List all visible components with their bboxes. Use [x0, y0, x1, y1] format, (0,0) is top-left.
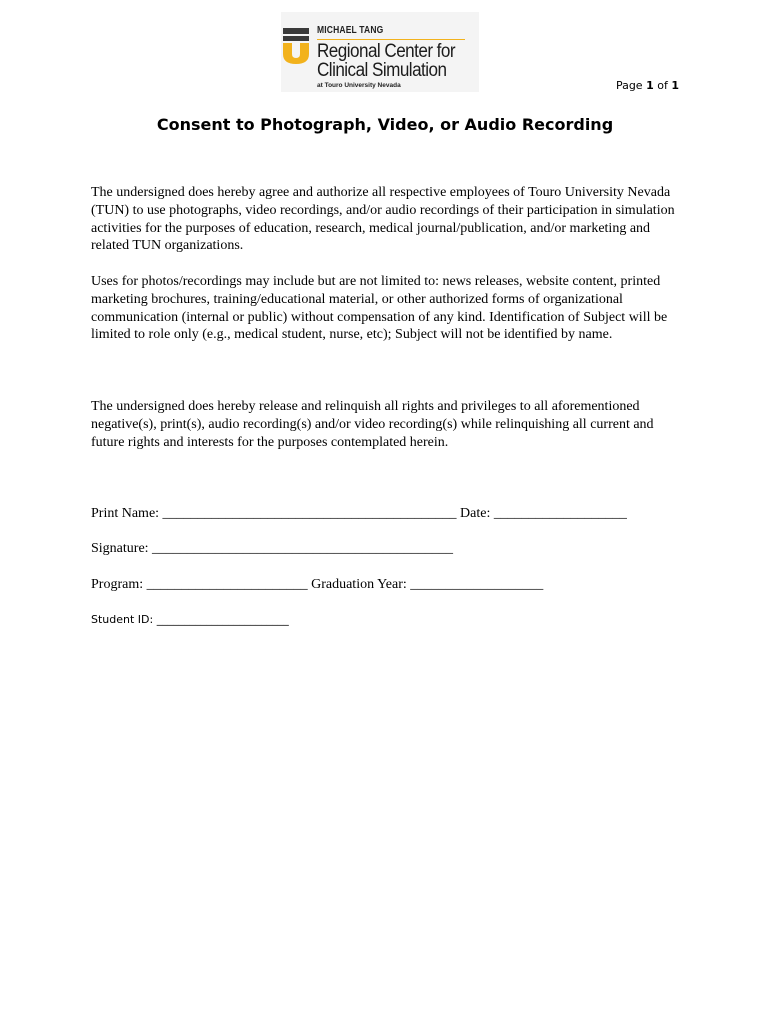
page-current: 1 [646, 79, 654, 92]
logo-top-text: MICHAEL TANG [317, 25, 384, 36]
student-id-label: Student ID: [91, 613, 154, 626]
program-row [91, 577, 543, 593]
graduation-year-label: Graduation Year: [311, 577, 407, 592]
page-label: Page [615, 79, 643, 92]
consent-paragraph-3: The undersigned does hereby release and relinquish all rights and privileges to all aforementioned negative(s), print(s), audio recording(s) and/or video recording(s) while relinquishing all current and future rights and interests for the purposes contemplated herein. [91, 399, 654, 450]
student-id-row [91, 613, 289, 626]
signature-field[interactable]: ___________________________________________ [152, 541, 454, 556]
logo-line-1: Regional Center for [317, 41, 456, 62]
graduation-year-field[interactable]: ___________________ [410, 577, 544, 592]
print-name-field[interactable]: __________________________________________ [162, 506, 457, 521]
logo-subtitle: at Touro University Nevada [317, 82, 401, 89]
date-label: Date: [460, 506, 491, 521]
consent-paragraph-2: Uses for photos/recordings may include but are not limited to: news releases, website content, printed marketing brochures, training/educational material, or other authorized forms of organizational communication (internal or public) without compensation of any kind. Identification of Subject will be limited to role only (e.g., medical student, nurse, etc); Subject will not be identified by name. [91, 274, 668, 343]
center-logo [281, 12, 479, 92]
tu-logo-mark-icon [283, 28, 309, 64]
document-title: Consent to Photograph, Video, or Audio Recording [156, 115, 614, 134]
page-number [616, 79, 679, 92]
program-label: Program: [91, 577, 144, 592]
print-name-row [91, 506, 627, 522]
consent-paragraph-1: The undersigned does hereby agree and authorize all respective employees of Touro University Nevada (TUN) to use photographs, video recordings, and/or audio recordings of their participation in simulation activities for the purposes of education, research, medical journal/publication, and/or marketing and related TUN organizations. [91, 185, 675, 254]
page-total: 1 [671, 79, 679, 92]
program-field[interactable]: _______________________ [146, 577, 308, 592]
logo-divider [317, 39, 465, 40]
student-id-field[interactable]: ________________________ [156, 613, 289, 626]
print-name-label: Print Name: [91, 506, 160, 521]
signature-row [91, 541, 453, 557]
date-field[interactable]: ___________________ [493, 506, 627, 521]
page-of: of [657, 79, 668, 92]
signature-label: Signature: [91, 541, 149, 556]
logo-line-2: Clinical Simulation [317, 60, 447, 81]
